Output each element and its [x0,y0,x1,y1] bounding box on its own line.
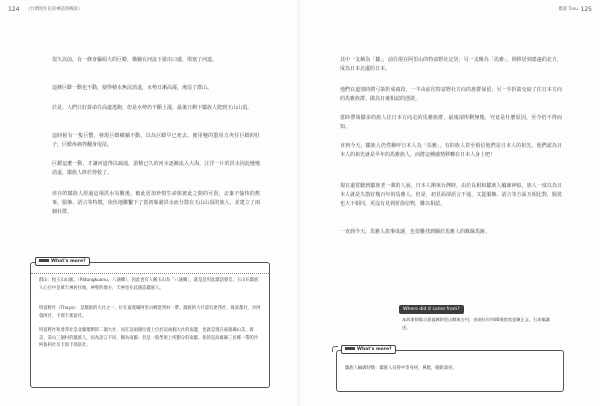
running-header-right: 鄒族 Tsou [558,7,578,12]
right-paragraph-6: 一直到今天，馬雅人故事成謎，也很難找到關於馬雅人的蛛絲馬跡。 [340,229,491,235]
whats-more-tag-right: What's more? [341,345,396,354]
left-paragraph-2: 這條巨蟒一動也不動，使得積水無法消退，水勢日漸高漲，淹沒了群山。 [52,85,213,91]
where-from-tag: Where did it come from? [399,305,464,314]
dotted-divider [31,273,269,274]
whats-more-item-2: 特富野社（Thaya）：是鄒族的大社之一，位在嘉義縣阿里山鄉達邦村一帶。鄒族的大社還有達邦社、魯富都社、沙阿魯阿社、卡那卡那富社。 [39,306,261,319]
page-number-left: 124 [8,6,20,13]
right-paragraph-4: 直到今天，鄒族人仍然稱呼日本人為「馬雅」，有的族人甚至相信他們是日本人的祖先，他們認為日本人的祖先就是早年的馬雅族人，而將這種感情移轉在日本人身上吧！ [340,143,562,158]
whats-more-item-1: 群山：指玉山山脈。（Patungkuonu，八通關），因此也有人稱玉山為「八通關」，就是沿用此鄒語發音。玉山在鄒族人心目中是眾天神居住地，神聖的地方，天神也在此創造鄒族人。 [39,278,259,291]
curl-ornament [332,346,338,352]
right-paragraph-5: 現在還常聽到鄒族老一輩的人說，日本人剛來台灣時，由於長相和鄒族人輪廓神似，族人一度以為日本人就是失散好幾百年的馬雅人。但是，初見面卻語言不通，又從服飾、語言等方面互相比對，服裝也大不相同，更沒有見到折箭信物，難以相認。 [340,183,562,207]
right-paragraph-2: 他們在道別時將弓箭折成兩段，一半由前往特富野社方向的族群保留，另一半折箭交給了往日本方向的馬雅族群，做為日後相認的憑證。 [340,87,562,102]
whats-more-box-right [336,347,564,392]
page-number-right: 125 [580,6,592,13]
whats-more-item-3: 特富野社和達邦社是北鄒僅剩的二個大社，而在這兩個位置上位於這兩個大社的南邊，也就是現在嘉義縣山美、新美、茶山三個村的鄒族人，因為語言不同，稱為南鄒；但是一般學術上所劃分的南鄒，指的是高雄縣三民鄉一帶的沙阿魯阿社及卡那卡那富社。 [39,328,259,349]
right-paragraph-1: 其中一支稱為「鄒」，前往現在阿里山的特富野社定居；另一支稱為「馬雅」，則移居到遙遠的北方，成為日本北邊的日本。 [340,57,562,72]
whats-more-tag-left: What's more? [35,257,90,266]
left-paragraph-5: 巨蟒這麼一動，才讓河道得以疏通，淤積已久的河水逐漸流入大海，汪洋一片的洪水因此慢慢消退，鄒族人終於得救了。 [52,161,260,176]
right-paragraph-3: 當時帶領鄒多的族人往日本方向走的馬雅族群，最後卻所剩無幾，究竟是什麼原因，至今仍不得而知。 [340,115,562,130]
left-paragraph-4: 這時候有一隻巨蟹，發現巨蟒橫躺不動，以為巨蟒早已死去，便用牠的螯用力夾住巨蟒的肚子，巨蟒疼痛得翻身甩尾。 [52,133,260,148]
left-paragraph-6: 倖存的鄒族人經過這場洪水災難後，被此更加珍惜生命與彼此之間的可貴，丟棄不愉快的舊事，服飾、語言等特徵，依伏地聯繫下了當初躲避洪水而分散在玉山山頂的族人，並建立了兩個社群。 [52,191,260,215]
left-paragraph-1: 很久以前，有一條身軀碩大的巨蟒，橫躺在河流下游出口處，堵塞了河道。 [52,57,218,63]
where-from-text: 本故事採集自嘉義縣阿里山鄉來吉村，由兩位年約80歲的耆老陳正文、石英雄講述。 [402,317,550,330]
left-paragraph-3: 於是，人們只好拼命往高處逃跑，但是水勢仍不斷上漲，最後只剩下鄒族人爬到玉山山頂。 [52,105,253,111]
whats-more-box-left [30,259,270,388]
running-header-left: 《台灣原住民的神話與傳說》 [26,7,82,12]
whats-more-text-right: 鄒族人輪廓特徵：鄒族人長得中等身材，鼻挺，眼眶窩亮。 [345,366,457,371]
